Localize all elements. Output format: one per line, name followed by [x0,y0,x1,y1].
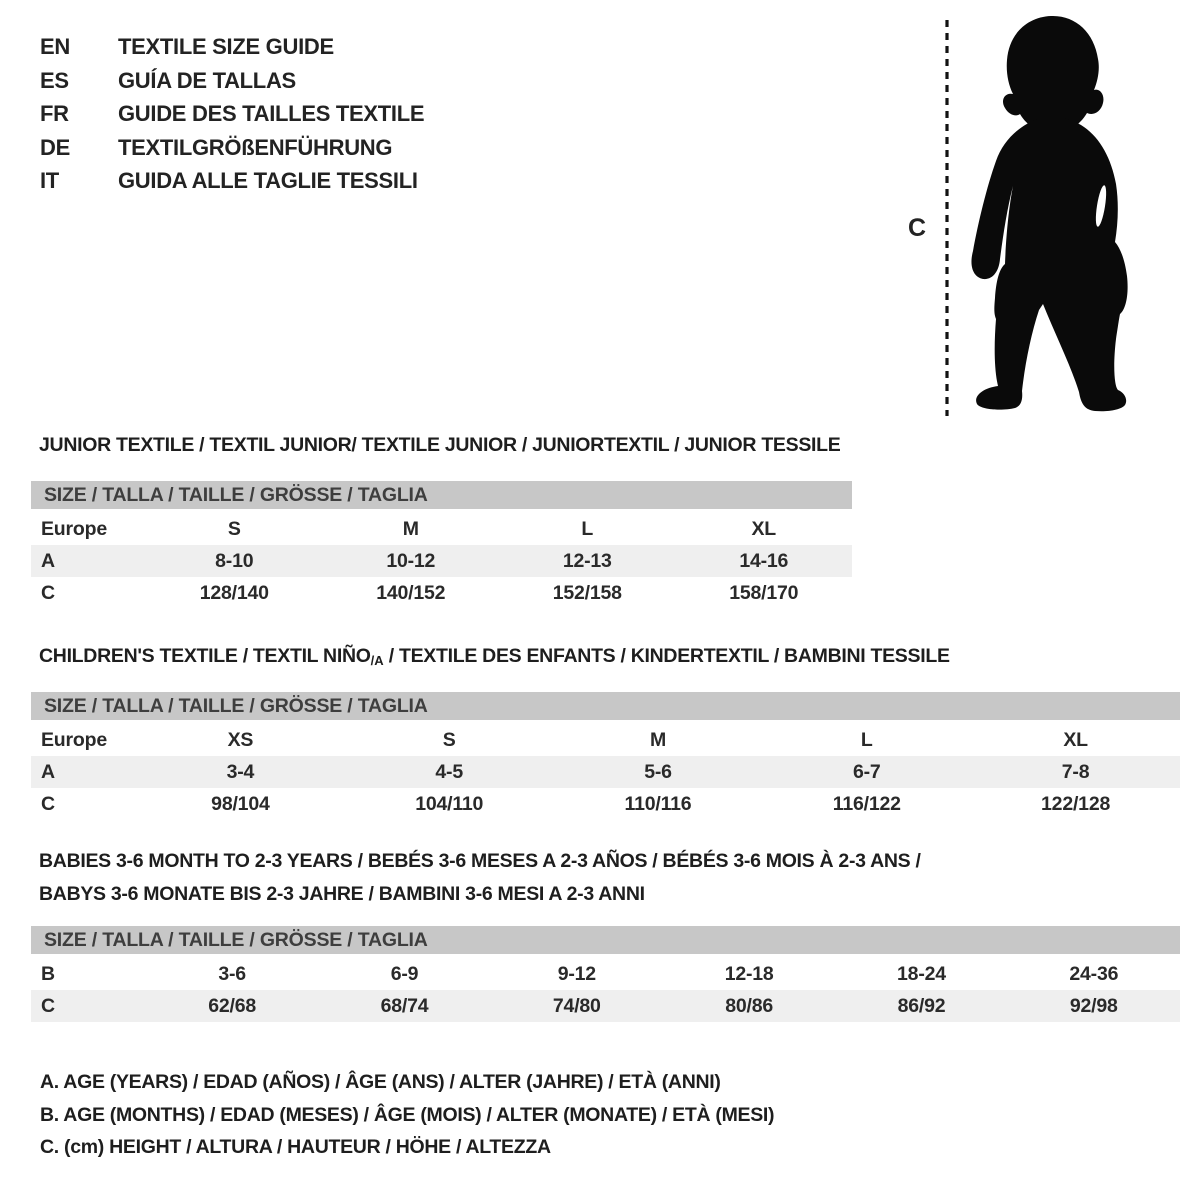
children-section-heading [39,645,950,668]
language-code: DE [40,134,70,160]
measure-legend [40,1066,774,1164]
table-row-europe [31,724,1180,756]
height-cell: 152/158 [552,581,622,604]
age-cell: 14-16 [739,549,789,572]
babies-section-heading [39,845,921,911]
language-row-de [40,131,424,165]
age-cell: 10-12 [386,549,436,572]
height-cell: 74/80 [552,994,601,1017]
language-code: FR [40,101,69,126]
size-header-band: SIZE / TALLA / TAILLE / GRÖSSE / TAGLIA [31,692,1180,720]
row-label: B [41,962,55,985]
age-cell: 6-9 [390,962,419,985]
height-cell: 140/152 [376,581,446,604]
height-cell: 62/68 [208,994,257,1017]
language-title: TEXTILE SIZE GUIDE [118,34,334,59]
children-heading-sub: /A [370,653,384,668]
height-cell: 92/98 [1069,994,1118,1017]
age-cell: 9-12 [557,962,596,985]
height-cell: 104/110 [415,792,484,815]
age-cell: 8-10 [215,549,254,572]
junior-section-heading: JUNIOR TEXTILE / TEXTIL JUNIOR/ TEXTILE JUNIOR / JUNIORTEXTIL / JUNIOR TESSILE [39,434,841,456]
legend-line-b: B. AGE (MONTHS) / EDAD (MESES) / ÂGE (MOIS) / ALTER (MONATE) / ETÀ (MESI) [40,1103,775,1126]
babies-heading-line1: BABIES 3-6 MONTH TO 2-3 YEARS / BEBÉS 3-6 MESES A 2-3 AÑOS / BÉBÉS 3-6 MOIS À 2-3 ANS / [39,850,921,872]
table-row-age-years [31,756,1180,788]
language-title: TEXTILGRÖßENFÜHRUNG [118,134,393,160]
size-cell: M [402,517,419,540]
children-size-table [31,692,1180,820]
age-cell: 5-6 [644,760,672,783]
age-cell: 24-36 [1069,962,1119,985]
height-cell: 122/128 [1041,792,1111,815]
height-cell: 116/122 [832,792,901,815]
toddler-silhouette-icon [963,14,1140,418]
height-cell: 158/170 [729,581,799,604]
language-title: GUIDE DES TAILLES TEXTILE [118,101,425,126]
age-cell: 3-6 [218,962,246,985]
age-cell: 18-24 [897,962,946,985]
language-row-fr [40,97,424,131]
size-cell: XL [751,517,777,540]
table-row-height-cm [31,577,852,609]
height-cell: 98/104 [211,792,270,815]
language-title: GUÍA DE TALLAS [118,67,296,93]
size-cell: XL [1063,728,1088,751]
row-label: Europe [41,728,107,751]
language-code: IT [40,168,59,193]
row-label: C [41,792,55,815]
height-measure-label: C [908,214,927,242]
language-code: ES [40,67,69,93]
row-label: A [41,549,55,572]
height-cell: 128/140 [199,581,269,604]
size-cell: L [581,517,594,540]
babies-size-table [31,926,1180,1022]
legend-line-a: A. AGE (YEARS) / EDAD (AÑOS) / ÂGE (ANS) / ALTER (JAHRE) / ETÀ (ANNI) [40,1071,721,1093]
size-cell: L [860,728,873,751]
language-row-en [40,30,424,64]
size-header-band: SIZE / TALLA / TAILLE / GRÖSSE / TAGLIA [31,481,852,509]
table-row-height-cm [31,990,1180,1022]
language-code: EN [40,34,70,59]
language-row-es [40,64,424,98]
height-cell: 110/116 [624,792,692,815]
age-cell: 12-13 [562,549,612,572]
height-cell: 68/74 [380,994,429,1017]
size-cell: M [649,728,667,751]
language-title: GUIDA ALLE TAGLIE TESSILI [118,168,418,193]
row-label: C [41,994,55,1017]
children-heading-pre: CHILDREN'S TEXTILE / TEXTIL NIÑO [39,645,371,667]
legend-line-c: C. (cm) HEIGHT / ALTURA / HAUTEUR / HÖHE / ALTEZZA [40,1136,551,1158]
size-cell: S [227,517,241,540]
height-cell: 80/86 [725,994,774,1017]
row-label: C [41,581,55,604]
age-cell: 4-5 [435,760,463,783]
height-cell: 86/92 [897,994,946,1017]
children-heading-post: / TEXTILE DES ENFANTS / KINDERTEXTIL / BAMBINI TESSILE [383,645,950,667]
babies-heading-line2: BABYS 3-6 MONATE BIS 2-3 JAHRE / BAMBINI 3-6 MESI A 2-3 ANNI [39,883,645,905]
age-cell: 3-4 [226,760,255,783]
age-cell: 6-7 [852,760,881,783]
language-row-it [40,164,424,198]
table-row-age-years [31,545,852,577]
junior-size-table [31,481,852,609]
table-row-age-months [31,958,1180,990]
language-title-list [40,30,424,198]
age-cell: 7-8 [1061,760,1090,783]
row-label: Europe [41,517,107,540]
age-cell: 12-18 [724,962,774,985]
table-row-height-cm [31,788,1180,820]
size-cell: S [442,728,456,751]
height-measure-dashed-line [944,20,950,416]
size-header-band: SIZE / TALLA / TAILLE / GRÖSSE / TAGLIA [31,926,1180,954]
table-row-europe [31,513,852,545]
row-label: A [41,760,55,783]
size-cell: XS [227,728,254,751]
